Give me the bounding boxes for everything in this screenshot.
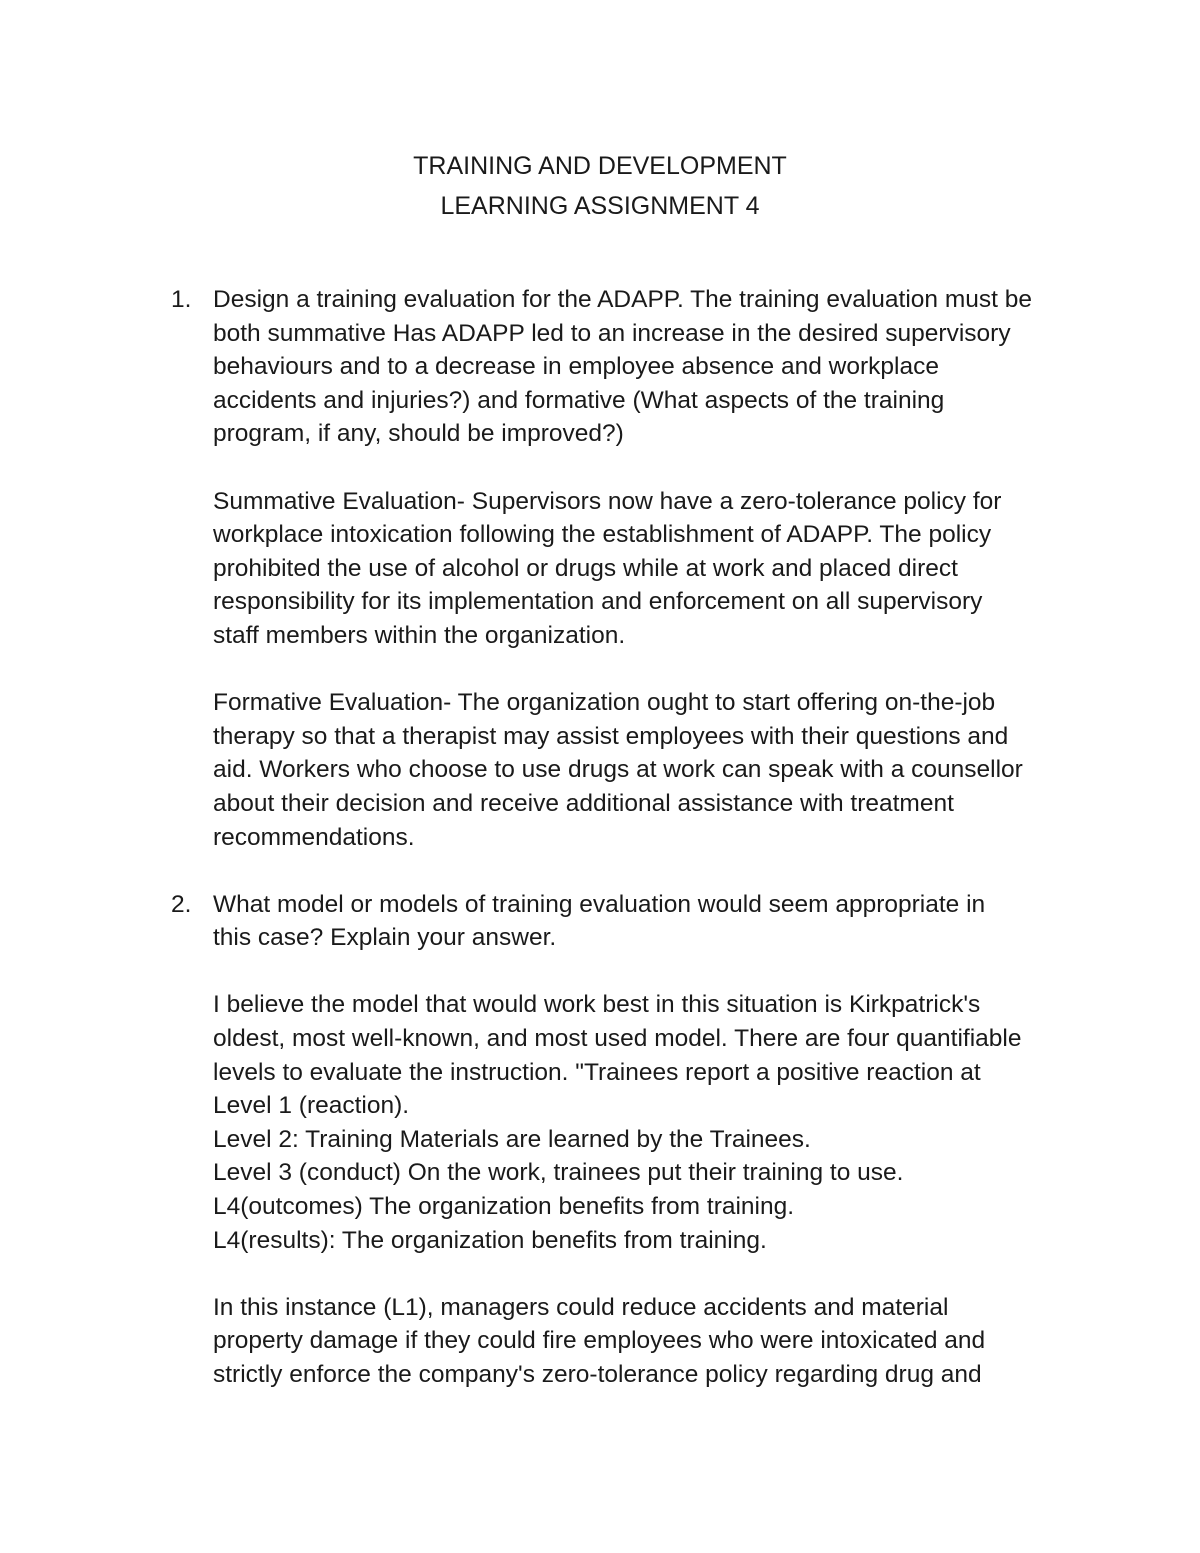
text-line: Level 2: Training Materials are learned by the Trainees.	[213, 1125, 811, 1153]
text-line: accidents and injuries?) and formative (What aspects of the training	[213, 386, 945, 414]
text-line: aid. Workers who choose to use drugs at work can speak with a counsellor	[213, 756, 1023, 784]
text-line: Level 1 (reaction).	[213, 1092, 410, 1120]
text-line: staff members within the organization.	[213, 621, 626, 649]
text-line: L4(outcomes) The organization benefits from training.	[213, 1193, 795, 1221]
paragraph-gap	[171, 854, 1071, 888]
paragraph-gap	[213, 1257, 1071, 1291]
answer-model	[213, 988, 1071, 1257]
text-line: workplace intoxication following the establishment of ADAPP. The policy	[213, 521, 992, 549]
text-line: oldest, most well-known, and most used model. There are four quantifiable	[213, 1025, 1022, 1053]
answer-summative	[213, 485, 1071, 653]
question-2	[213, 888, 1071, 955]
document-title	[0, 146, 1200, 226]
text-line: strictly enforce the company's zero-tolerance policy regarding drug and	[213, 1361, 982, 1388]
text-line: In this instance (L1), managers could reduce accidents and material	[213, 1293, 949, 1321]
list-item-2	[171, 888, 1071, 1392]
text-line: property damage if they could fire employees who were intoxicated and	[213, 1327, 986, 1355]
answer-instance	[213, 1291, 1071, 1392]
text-line: therapy so that a therapist may assist employees with their questions and	[213, 722, 1009, 750]
text-line: Design a training evaluation for the ADAPP. The training evaluation must be	[213, 286, 1032, 313]
text-line: levels to evaluate the instruction. "Trainees report a positive reaction at	[213, 1058, 981, 1086]
text-line: responsibility for its implementation and enforcement on all supervisory	[213, 588, 983, 616]
question-1	[213, 283, 1071, 451]
text-line: prohibited the use of alcohol or drugs while at work and placed direct	[213, 554, 958, 582]
list-item-1	[171, 283, 1071, 854]
text-line: What model or models of training evaluation would seem appropriate in	[213, 890, 986, 918]
text-line: Level 3 (conduct) On the work, trainees put their training to use.	[213, 1159, 904, 1187]
text-line: program, if any, should be improved?)	[213, 420, 624, 448]
answer-formative	[213, 686, 1071, 854]
text-line: this case? Explain your answer.	[213, 924, 557, 952]
paragraph-gap	[213, 451, 1071, 485]
title-line-2: LEARNING ASSIGNMENT 4	[440, 192, 760, 220]
list-number-2: 2.	[171, 890, 192, 918]
text-line: both summative Has ADAPP led to an increase in the desired supervisory	[213, 319, 1011, 347]
text-line: about their decision and receive additional assistance with treatment	[213, 789, 954, 817]
document-body	[171, 283, 1071, 1392]
list-number-1: 1.	[171, 286, 192, 313]
title-line-1: TRAINING AND DEVELOPMENT	[413, 152, 787, 180]
text-line: recommendations.	[213, 823, 415, 851]
paragraph-gap	[213, 955, 1071, 989]
text-line: behaviours and to a decrease in employee absence and workplace	[213, 353, 939, 381]
text-line: Formative Evaluation- The organization ought to start offering on-the-job	[213, 689, 996, 717]
text-line: I believe the model that would work best in this situation is Kirkpatrick's	[213, 991, 981, 1019]
text-line: L4(results): The organization benefits from training.	[213, 1226, 767, 1254]
paragraph-gap	[213, 653, 1071, 687]
text-line: Summative Evaluation- Supervisors now have a zero-tolerance policy for	[213, 487, 1002, 515]
